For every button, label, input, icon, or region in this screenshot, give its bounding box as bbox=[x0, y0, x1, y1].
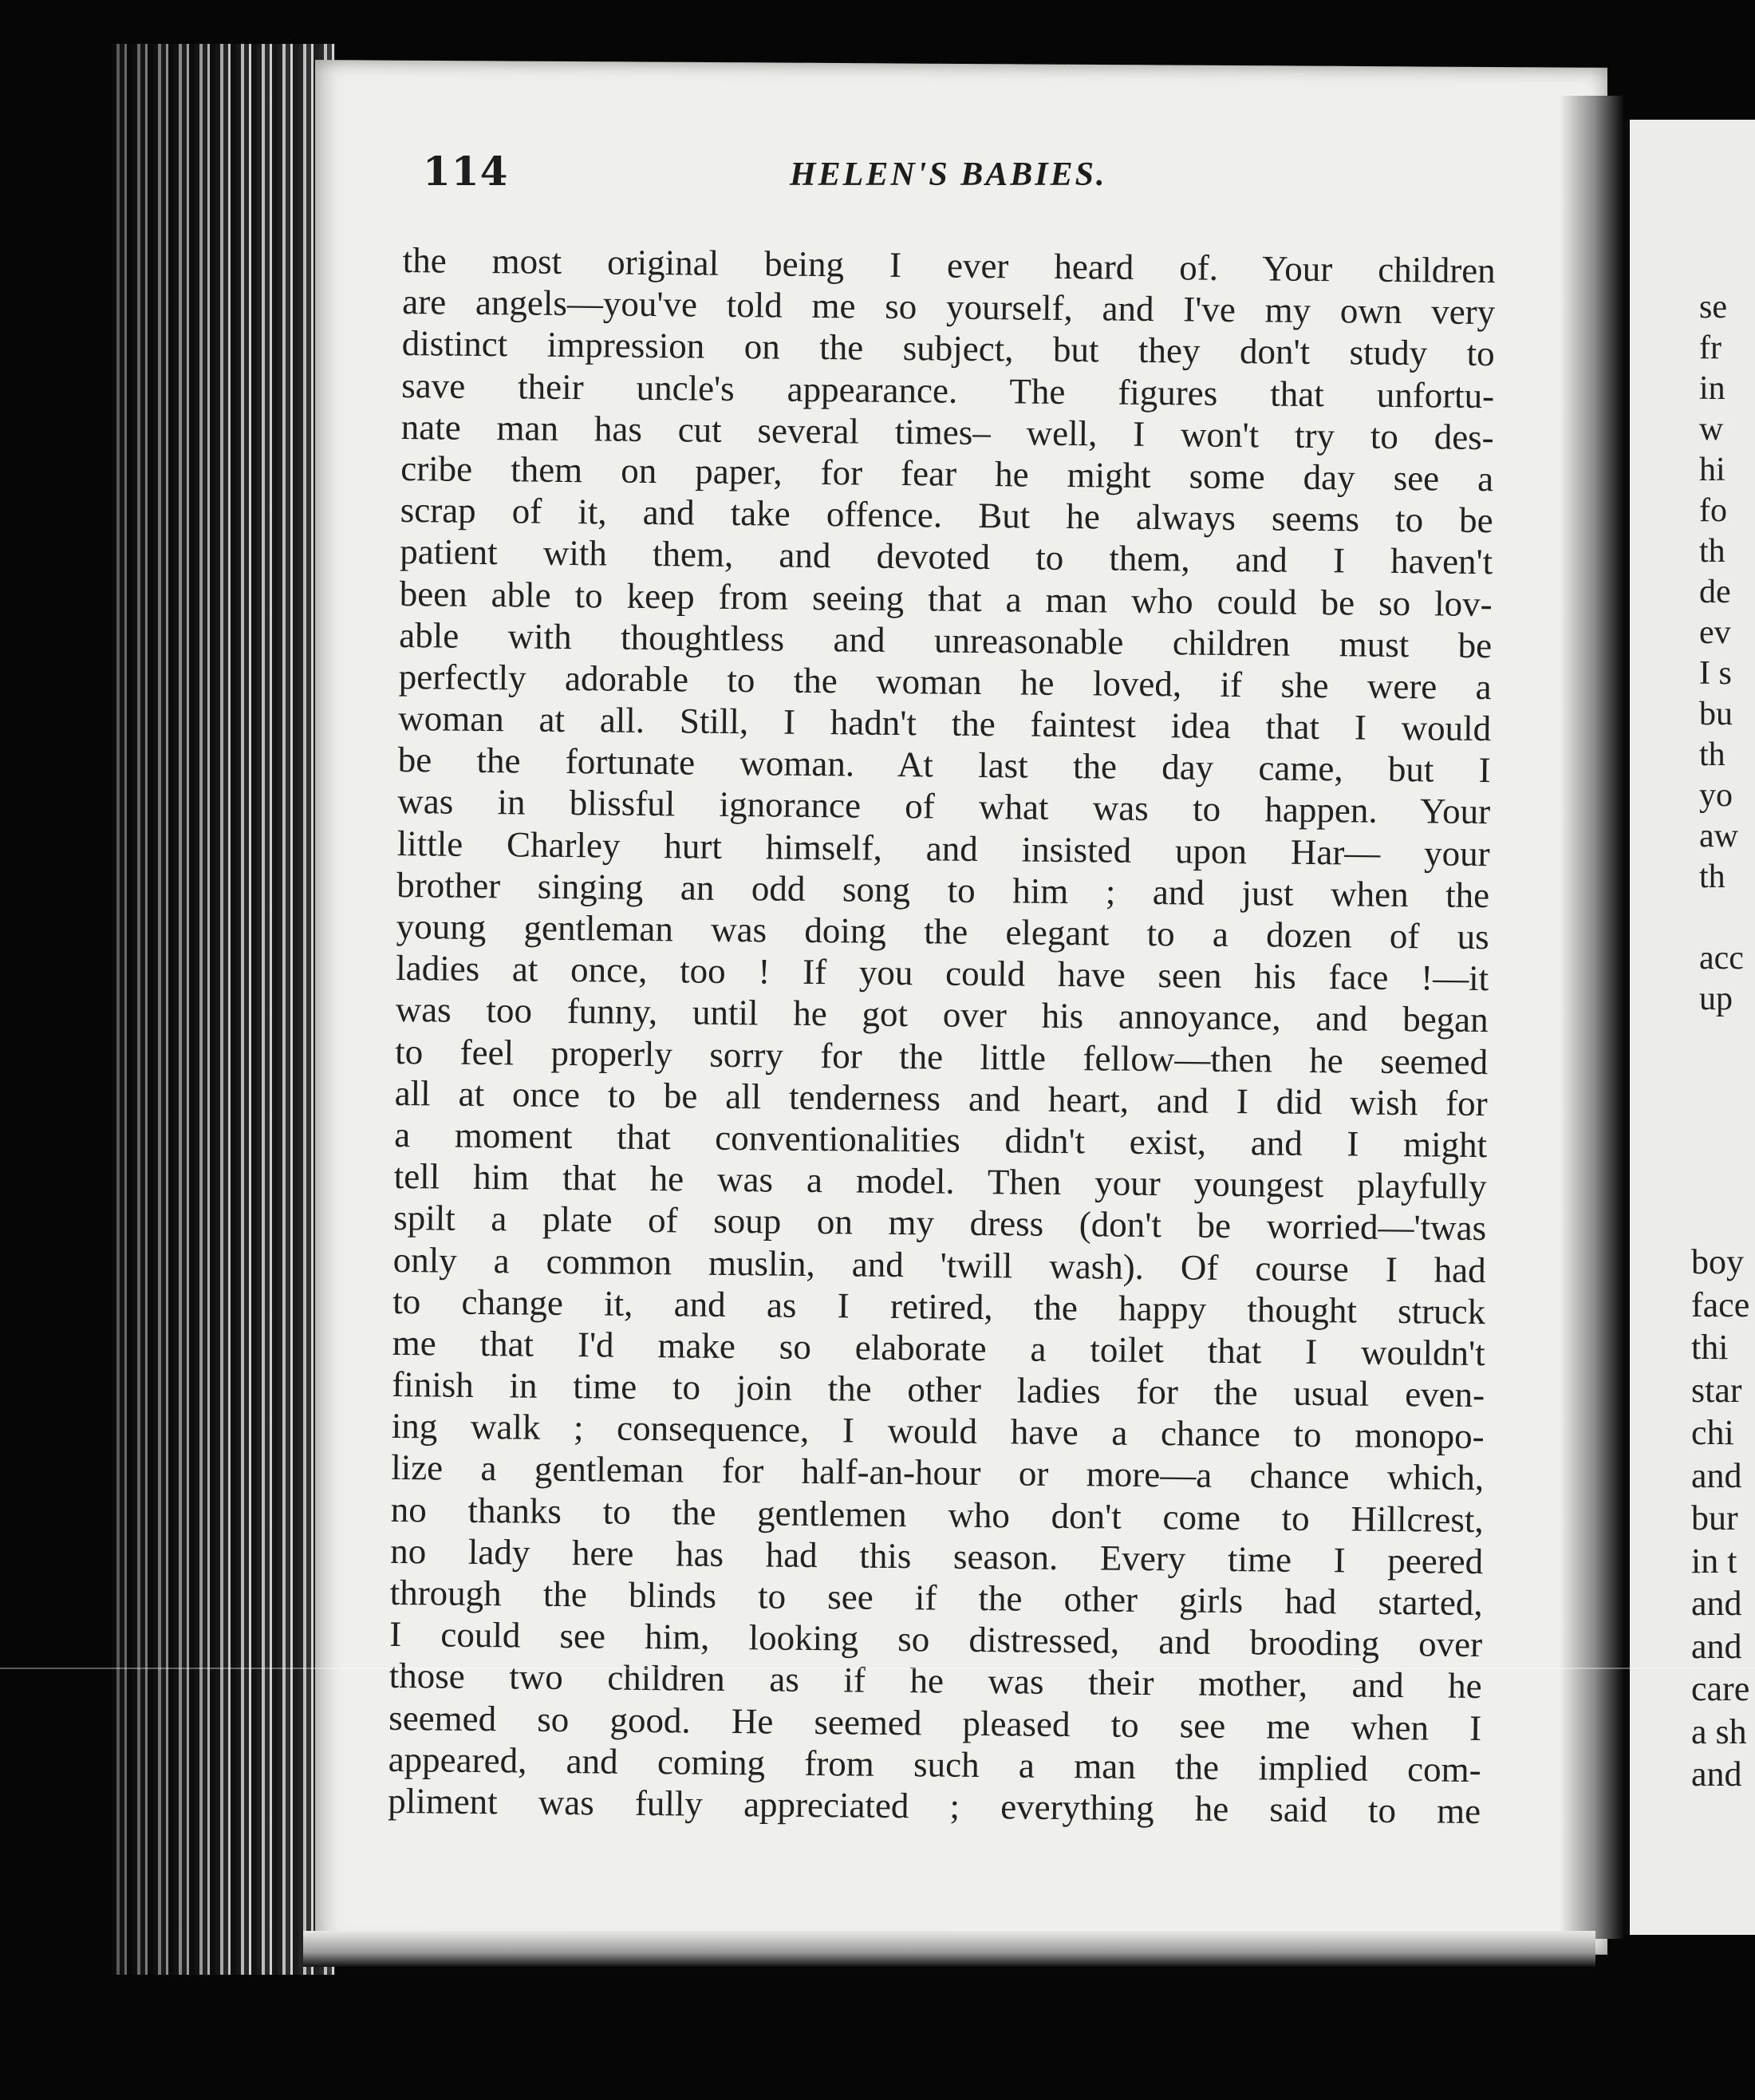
scan-artifact-line bbox=[0, 1668, 1755, 1669]
right-page-fragment: hi bbox=[1699, 452, 1725, 488]
text-line: finish in time to join the other ladies for the usual even- bbox=[391, 1364, 1485, 1415]
right-page-fragment: se bbox=[1699, 289, 1727, 326]
right-page-fragment: fo bbox=[1699, 492, 1727, 529]
right-page-fragment: bur bbox=[1691, 1498, 1738, 1538]
text-line: ing walk ; consequence, I would have a chance to monopo- bbox=[391, 1406, 1485, 1457]
text-line: appeared, and coming from such a man the implied com- bbox=[388, 1739, 1481, 1790]
right-page-fragment: yo bbox=[1699, 777, 1733, 814]
text-line: pliment was fully appreciated ; everything he said to me bbox=[387, 1780, 1481, 1831]
text-line: woman at all. Still, I hadn't the faintest idea that I would bbox=[397, 698, 1492, 749]
right-page-fragment: in t bbox=[1691, 1541, 1737, 1581]
text-line: patient with them, and devoted to them, and I haven't bbox=[400, 531, 1493, 582]
text-line: perfectly adorable to the woman he loved, if she were a bbox=[398, 656, 1492, 707]
text-line: those two children as if he was their mother, and he bbox=[388, 1656, 1482, 1707]
page-header bbox=[423, 148, 1500, 203]
right-page-fragment: care bbox=[1691, 1669, 1750, 1708]
right-page-fragment: in bbox=[1699, 370, 1725, 407]
text-line: all at once to be all tenderness and heart, and I did wish for bbox=[394, 1072, 1488, 1123]
right-page-fragment: th bbox=[1699, 736, 1725, 773]
text-line: ladies at once, too ! If you could have seen his face !—it bbox=[395, 948, 1489, 999]
right-page-fragment: and bbox=[1691, 1455, 1742, 1495]
text-line: only a common muslin, and 'twill wash). Of course I had bbox=[392, 1239, 1486, 1290]
right-page-fragment: fr bbox=[1699, 330, 1721, 366]
text-line: no thanks to the gentlemen who don't come to Hillcrest, bbox=[390, 1489, 1484, 1540]
page-number: 114 bbox=[423, 148, 509, 195]
right-page-fragment: up bbox=[1699, 981, 1733, 1017]
right-page-fragment: and bbox=[1691, 1584, 1742, 1623]
right-page-fragment: chi bbox=[1691, 1413, 1734, 1452]
right-page-fragment: I s bbox=[1699, 655, 1732, 692]
text-line: through the blinds to see if the other girls had started, bbox=[389, 1572, 1483, 1624]
text-line: I could see him, looking so distressed, and brooding over bbox=[388, 1614, 1483, 1665]
right-page-text-lower bbox=[1691, 1241, 1755, 1796]
text-line: the most original being I ever heard of. Your children bbox=[402, 239, 1496, 291]
text-line: nate man has cut several times– well, I won't try to des- bbox=[400, 406, 1494, 457]
text-line: spilt a plate of soup on my dress (don't be worried—'twas bbox=[392, 1198, 1487, 1249]
page-edges-shadow bbox=[112, 44, 335, 1975]
text-line: young gentleman was doing the elegant to a dozen of us bbox=[396, 906, 1489, 957]
text-line: was too funny, until he got over his annoyance, and began bbox=[395, 989, 1489, 1040]
right-page-fragment: ev bbox=[1699, 614, 1731, 651]
right-page-fragment bbox=[1699, 898, 1755, 938]
text-line: to feel properly sorry for the little fellow—then he seemed bbox=[394, 1031, 1489, 1082]
text-line: to change it, and as I retired, the happy thought struck bbox=[392, 1281, 1486, 1332]
right-page-fragment: acc bbox=[1699, 940, 1744, 977]
text-line: lize a gentleman for half-an-hour or more—a chance which, bbox=[390, 1447, 1485, 1498]
text-line: distinct impression on the subject, but they don't study to bbox=[401, 323, 1495, 374]
text-line: tell him that he was a model. Then your youngest playfully bbox=[393, 1156, 1487, 1207]
right-page-fragment: boy bbox=[1691, 1242, 1744, 1281]
text-line: are angels—you've told me so yourself, and I've my own very bbox=[402, 282, 1496, 333]
right-page-fragment: a sh bbox=[1691, 1711, 1747, 1751]
right-page-fragment: aw bbox=[1699, 818, 1738, 855]
right-page-fragment: and bbox=[1691, 1755, 1742, 1794]
text-line: able with thoughtless and unreasonable children must be bbox=[399, 614, 1493, 665]
right-page-fragment: and bbox=[1691, 1626, 1742, 1666]
body-text bbox=[388, 239, 1496, 1832]
right-page-fragment: de bbox=[1699, 574, 1731, 610]
text-line: seemed so good. He seemed pleased to see me when I bbox=[388, 1697, 1482, 1748]
text-line: cribe them on paper, for fear he might some day see a bbox=[400, 448, 1494, 499]
text-line: been able to keep from seeing that a man who could be so lov- bbox=[399, 573, 1493, 624]
running-title: HELEN'S BABIES. bbox=[790, 156, 1107, 193]
page-bottom-edge bbox=[303, 1931, 1595, 1967]
right-page-fragment: face bbox=[1691, 1285, 1750, 1324]
right-page-fragment: bu bbox=[1699, 696, 1733, 732]
text-line: brother singing an odd song to him ; and just when the bbox=[396, 864, 1490, 915]
text-line: save their uncle's appearance. The figures that unfortu- bbox=[401, 365, 1495, 416]
text-line: no lady here has had this season. Every time I peered bbox=[389, 1530, 1484, 1581]
text-line: little Charley hurt himself, and insisted upon Har— your bbox=[396, 823, 1490, 874]
right-page-fragment: w bbox=[1699, 411, 1724, 448]
book-gutter bbox=[1560, 96, 1623, 1939]
text-line: a moment that conventionalities didn't exist, and I might bbox=[393, 1114, 1488, 1166]
right-page-text-upper bbox=[1699, 287, 1755, 1020]
text-line: me that I'd make so elaborate a toilet that I wouldn't bbox=[392, 1322, 1485, 1373]
right-page-fragment: star bbox=[1691, 1370, 1742, 1410]
right-page-fragment: th bbox=[1699, 533, 1725, 570]
text-line: scrap of it, and take offence. But he always seems to be bbox=[400, 490, 1493, 541]
right-page-fragment: th bbox=[1699, 859, 1725, 895]
right-page-fragment: thi bbox=[1691, 1328, 1729, 1367]
text-line: was in blissful ignorance of what was to happen. Your bbox=[396, 781, 1491, 832]
text-line: be the fortunate woman. At last the day came, but I bbox=[397, 740, 1491, 791]
